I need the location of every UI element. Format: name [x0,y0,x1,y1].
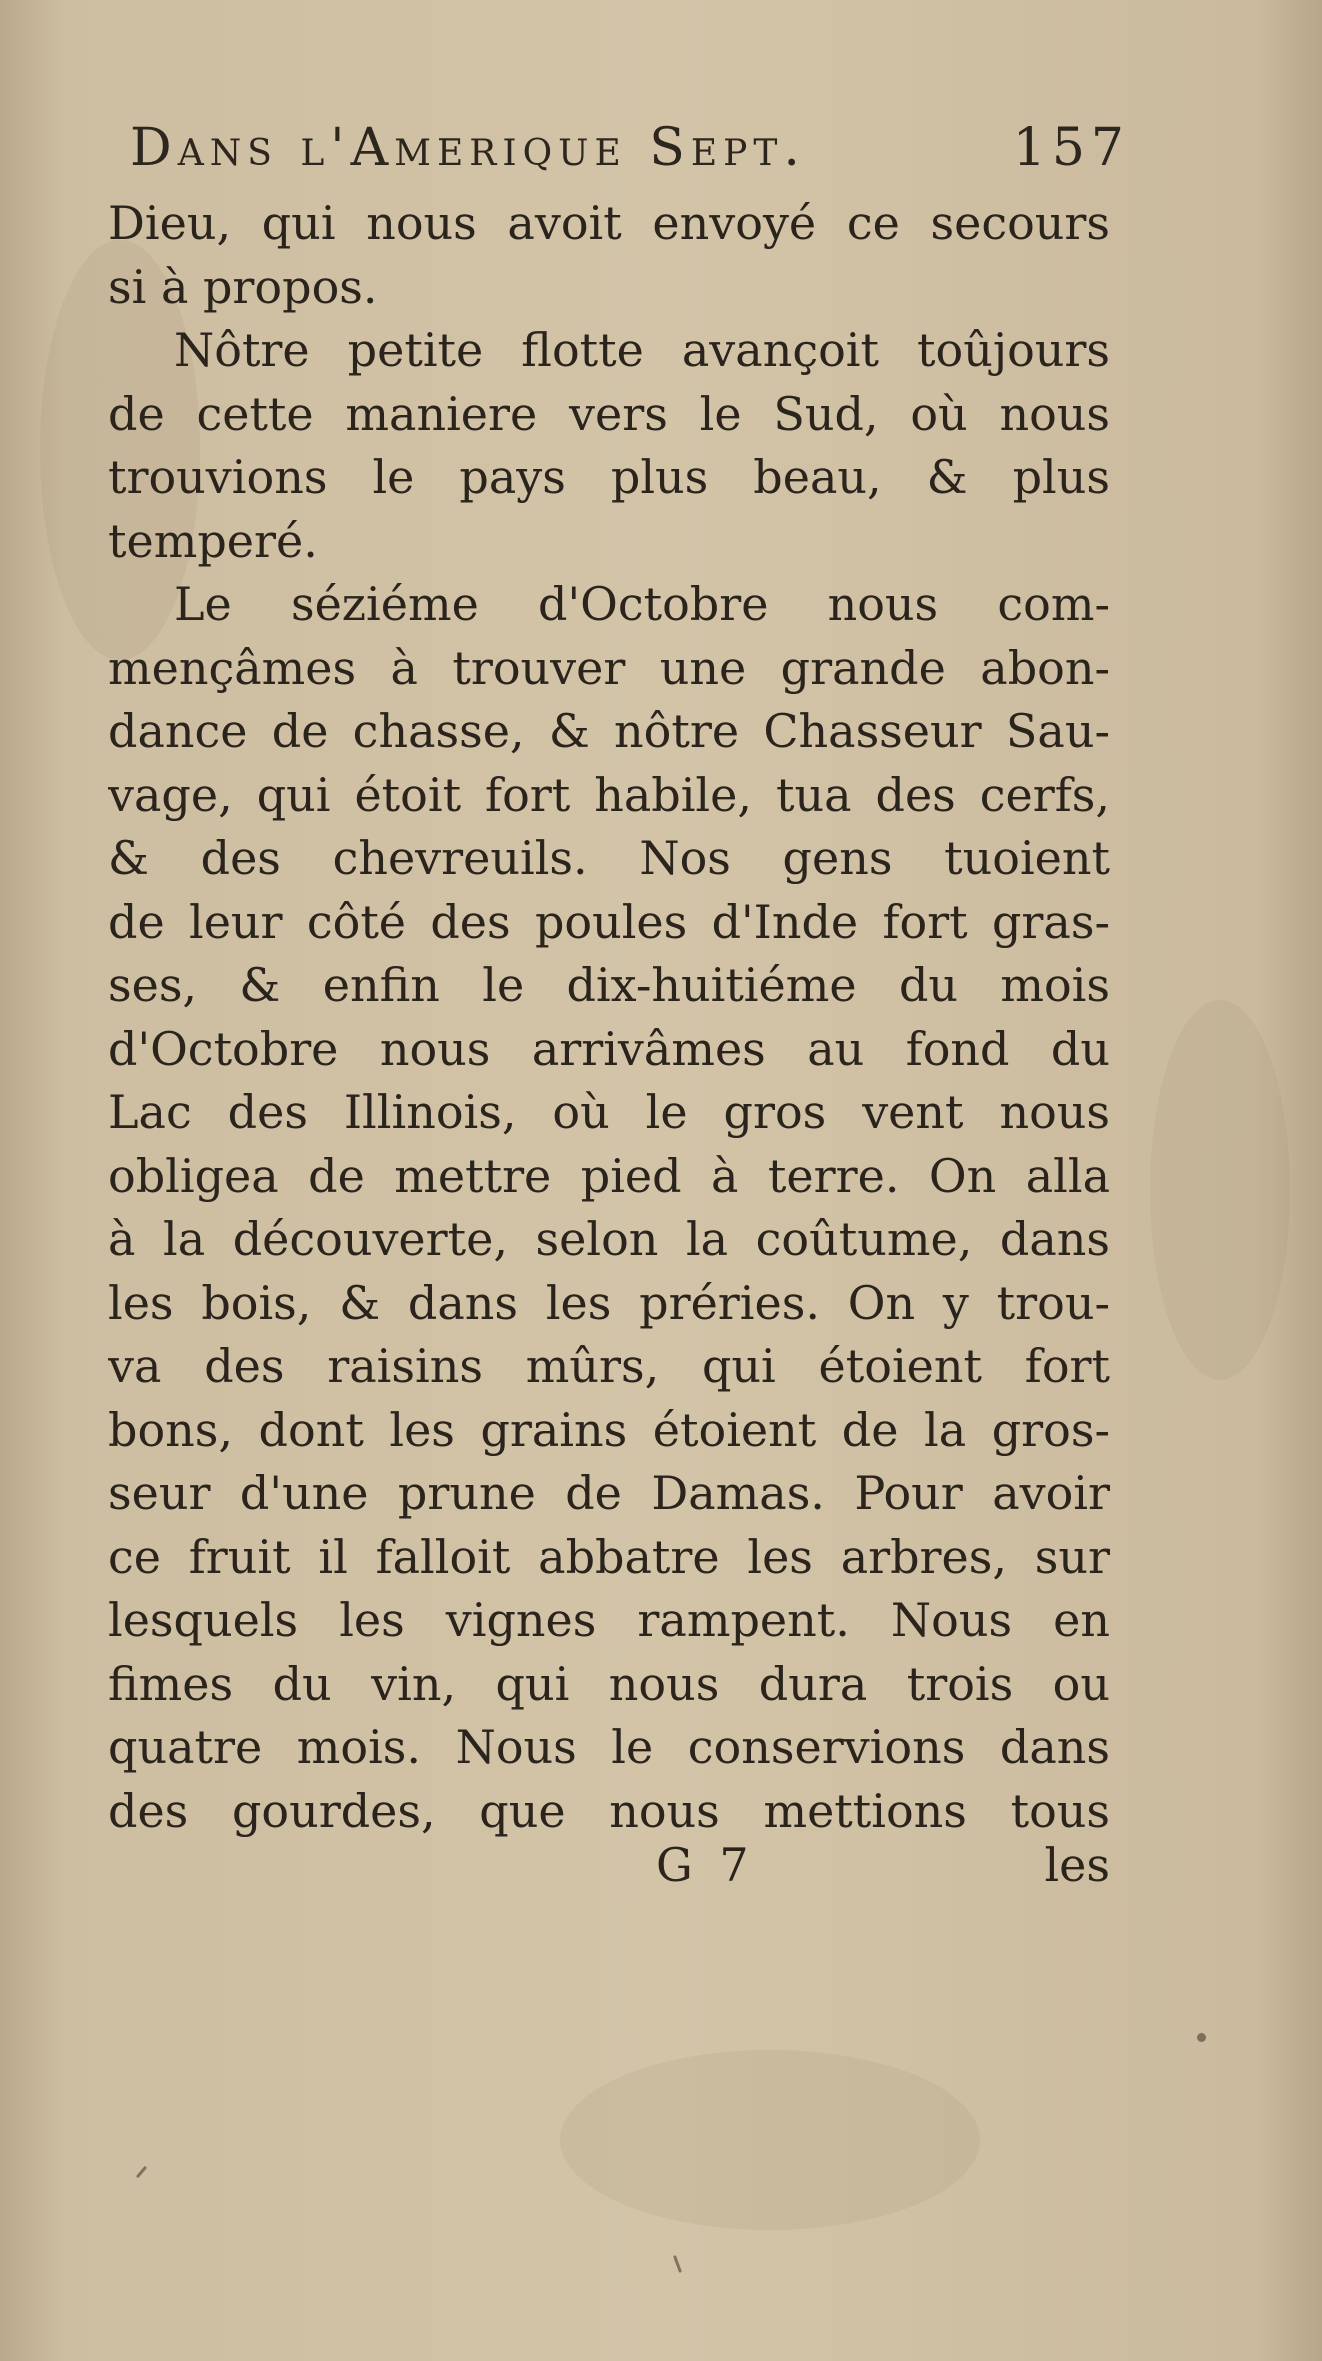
text-line: dance de chasse, & nôtre Chasseur Sau- [108,704,1110,758]
text-line: les bois, & dans les préries. On y trou- [108,1275,1110,1330]
text-line: trouvions le pays plus beau, & plus [108,450,1110,504]
text-line: ce fruit il falloit abbatre les arbres, sur [108,1529,1110,1584]
text-line: Dieu, qui nous avoit envoyé ce secours [108,196,1110,250]
paper-stain [1150,1000,1290,1380]
text-line: obligea de mettre pied à terre. On alla [108,1148,1110,1203]
text-line: lesquels les vignes rampent. Nous en [108,1593,1110,1647]
text-line: à la découverte, selon la coûtume, dans [108,1212,1110,1266]
text-line: vage, qui étoit fort habile, tua des cerfs, [108,767,1110,822]
running-head [130,112,1130,184]
text-line: fimes du vin, qui nous dura trois ou [108,1656,1110,1711]
paper-speck [1197,2033,1206,2042]
paper-stain [560,2050,980,2230]
text-line: de leur côté des poules d'Inde fort gras- [108,894,1110,949]
text-line: Lac des Illinois, où le gros vent nous [108,1085,1110,1139]
body-text [108,192,1110,1843]
page-footer [108,1832,1110,1898]
text-line: d'Octobre nous arrivâmes au fond du [108,1021,1110,1076]
text-line: Nôtre petite flotte avançoit toûjours [174,323,1110,377]
page-number: 157 [1012,118,1130,178]
text-line: des gourdes, que nous mettions tous [108,1783,1110,1838]
text-line: Le séziéme d'Octobre nous com- [174,577,1110,631]
text-line: mençâmes à trouver une grande abon- [108,640,1110,695]
running-title: Dans l'Amerique Sept. [130,118,806,178]
text-line: quatre mois. Nous le conservions dans [108,1720,1110,1774]
text-line: de cette maniere vers le Sud, où nous [108,386,1110,441]
catchword: les [1044,1838,1110,1892]
text-line: ses, & enfin le dix-huitiéme du mois [108,958,1110,1012]
text-line: seur d'une prune de Damas. Pour avoir [108,1466,1110,1520]
text-line: va des raisins mûrs, qui étoient fort [108,1339,1110,1393]
text-line: temperé. [108,513,318,568]
text-line: si à propos. [108,259,378,314]
signature-mark: G 7 [656,1838,755,1892]
text-line: & des chevreuils. Nos gens tuoient [108,831,1110,885]
text-line: bons, dont les grains étoient de la gros- [108,1402,1110,1457]
